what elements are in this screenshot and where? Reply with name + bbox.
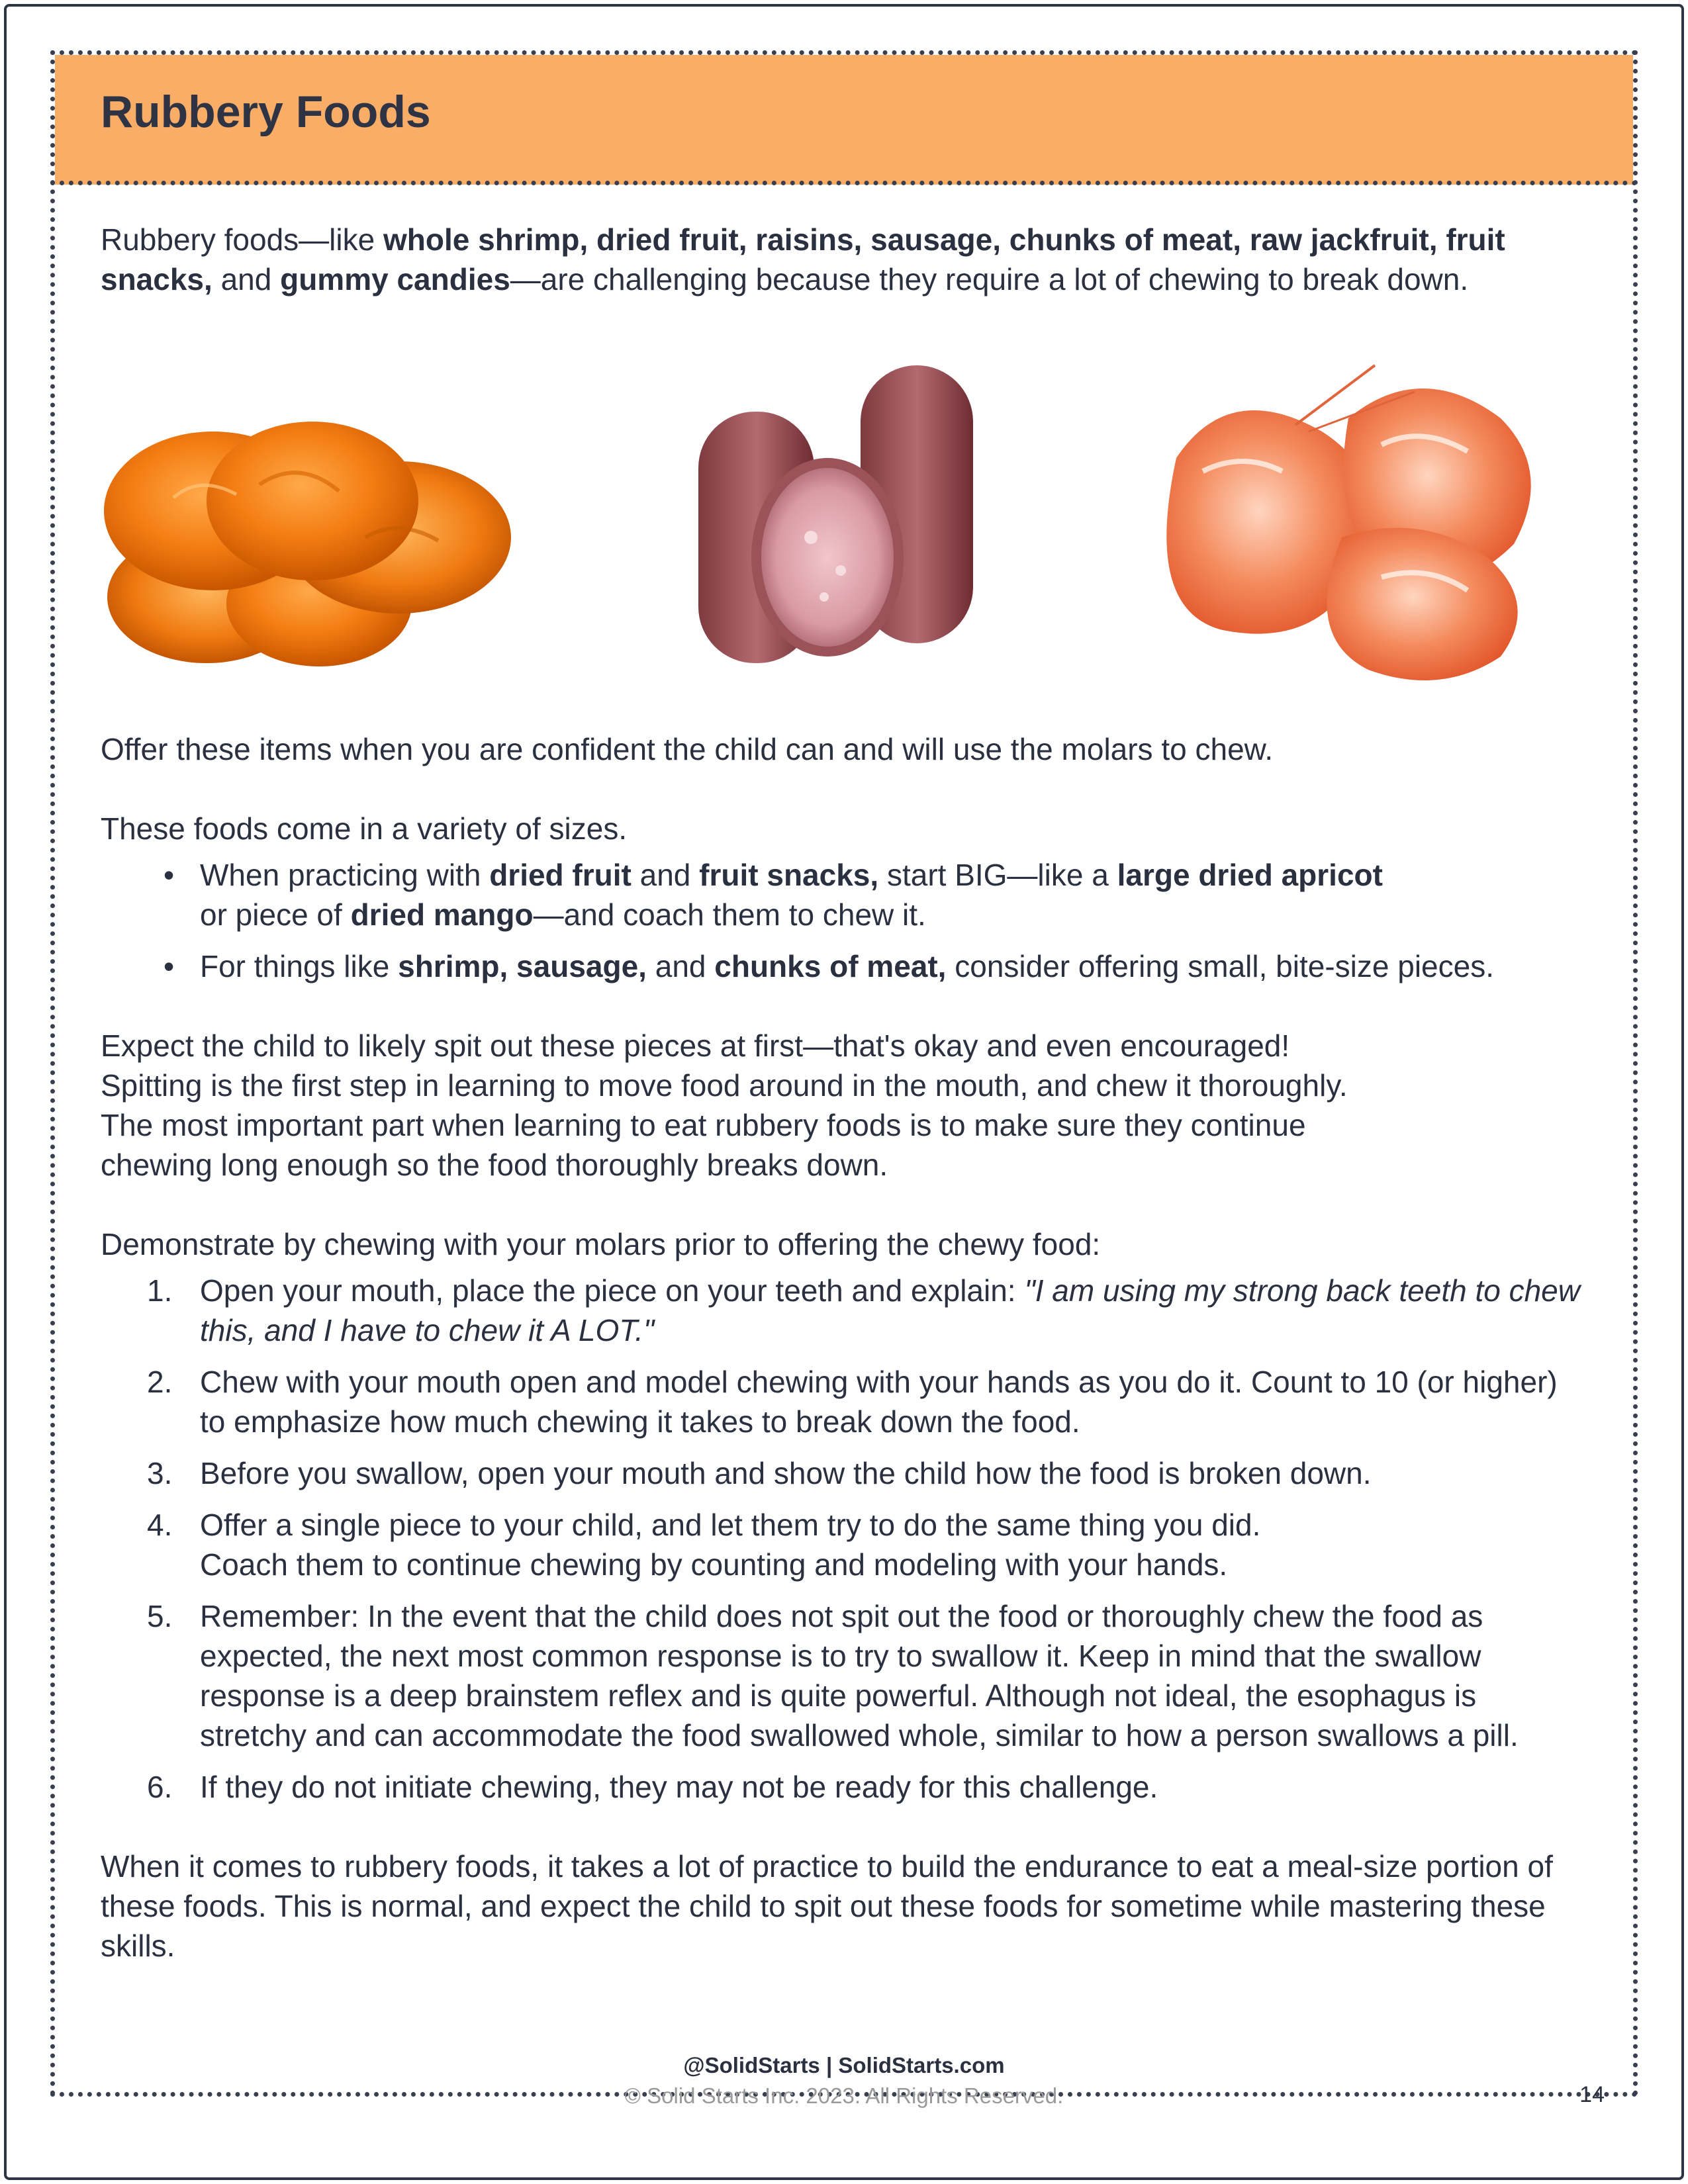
sausages-image [599,339,1092,683]
list-item: 6. If they do not initiate chewing, they may not be ready for this challenge. [147,1770,1158,1804]
dried-apricots-image [101,339,594,683]
list-item: 3. Before you swallow, open your mouth and show the child how the food is broken down. [147,1456,1372,1490]
list-item: 4. Offer a single piece to your child, and let them try to do the same thing you did. Coach them to continue chewing by counting and modeling with your hands. [147,1508,1261,1582]
list-item: 1. Open your mouth, place the piece on your teeth and explain: "I am using my strong back teeth to chew this, and I have to chew it A LOT." [147,1273,1580,1347]
footer-copyright: © Solid Starts Inc. 2023. All Rights Reserved. [624,2083,1064,2108]
list-item: 5. Remember: In the event that the child does not spit out the food or thoroughly chew the food as expected, the next most common response is to try to swallow it. Keep in mind that the swallow response is a deep brainstem reflex and is quite powerful. Although not ideal, the esophagus is stretchy and can accommodate the food swallowed whole, similar to how a person swallows a pill. [147,1599,1519,1752]
footer-links: @SolidStarts | SolidStarts.com [683,2053,1005,2077]
demonstrate-lead: Demonstrate by chewing with your molars prior to offering the chewy food: [101,1227,1101,1261]
closing-paragraph: When it comes to rubbery foods, it takes a lot of practice to build the endurance to eat a meal-size portion of these foods. This is normal, and expect the child to spit out these foods for sometime while mastering these skills. [101,1849,1553,1963]
food-image-gallery [101,339,1590,683]
list-item: 2. Chew with your mouth open and model chewing with your hands as you do it. Count to 10 (or higher) to emphasize how much chewing it takes to break down the food. [147,1365,1558,1439]
page-number: 14 [1579,2082,1605,2107]
sizes-lead: These foods come in a variety of sizes. [101,811,628,846]
sizes-list [101,855,1590,986]
shrimp-image [1097,339,1590,683]
list-item: • When practicing with dried fruit and fruit snacks, start BIG—like a large dried apricot or piece of dried mango—and coach them to chew it. [163,858,1383,932]
intro-paragraph: Rubbery foods—like whole shrimp, dried fruit, raisins, sausage, chunks of meat, raw jackfruit, fruit snacks, and gummy candies—are challenging because they require a lot of chewing to break down. [101,222,1505,296]
expect-paragraph: Expect the child to likely spit out these pieces at first—that's okay and even encouraged! Spitting is the first step in learning to move food around in the mouth, and chew it thoroughly. The most important part when learning to eat rubbery foods is to make sure they continue chewing long enough so the food thoroughly breaks down. [101,1028,1348,1182]
main-content [101,220,1590,1966]
offer-paragraph: Offer these items when you are confident the child can and will use the molars to chew. [101,732,1274,766]
page-title: Rubbery Foods [101,87,431,137]
list-item: • For things like shrimp, sausage, and chunks of meat, consider offering small, bite-size pieces. [163,949,1494,983]
demonstrate-steps [101,1271,1590,1807]
header-divider [50,181,1638,185]
footer [50,2050,1638,2111]
